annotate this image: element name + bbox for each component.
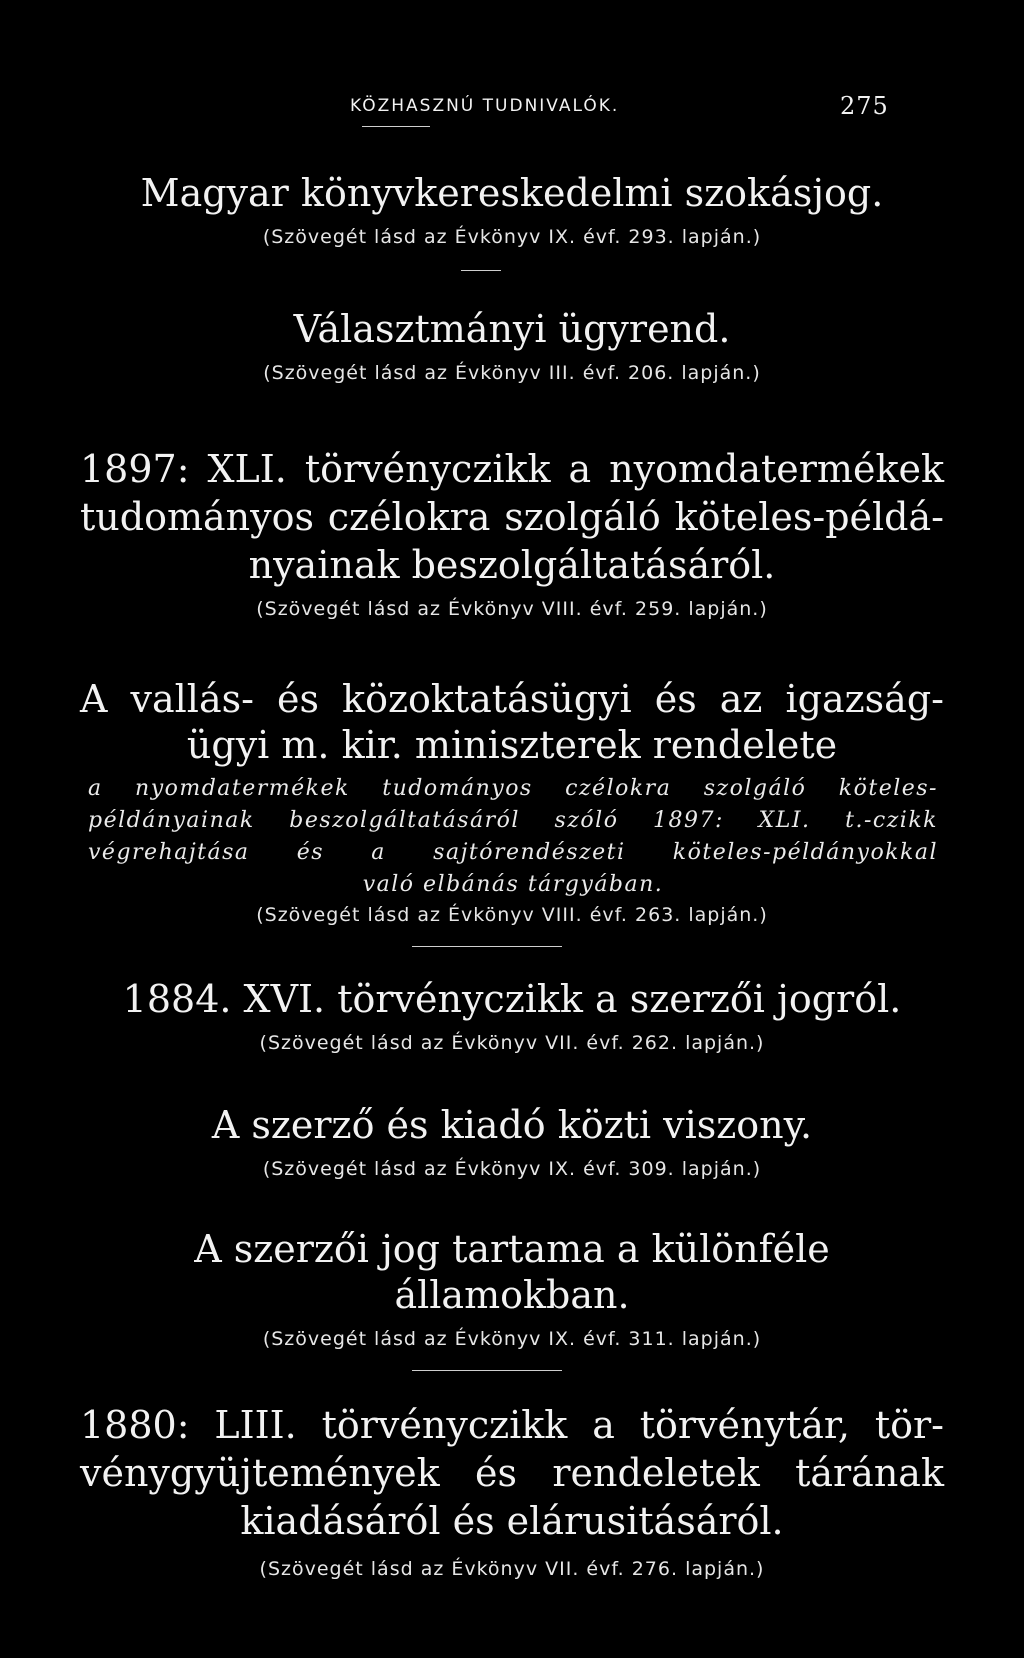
section-title: nyainak beszolgáltatásáról. — [248, 543, 776, 587]
section-title: ügyi m. kir. miniszterek rendelete — [186, 723, 838, 767]
section-reference: (Szövegét lásd az Évkönyv VIII. évf. 263. lapján.) — [256, 904, 768, 926]
running-head — [0, 92, 1024, 124]
section-subtitle: példányainak beszolgáltatásáról szóló 1897: XLI. t.-czikk — [88, 808, 938, 833]
section-divider — [412, 946, 562, 947]
section-title: Magyar könyvkereskedelmi szokásjog. — [140, 171, 884, 215]
section-divider — [461, 270, 501, 271]
header-rule — [362, 126, 430, 127]
section-reference: (Szövegét lásd az Évkönyv III. évf. 206. lapján.) — [263, 362, 761, 384]
section-title: tudományos czélokra szolgáló köteles-példá- — [80, 495, 944, 539]
section-reference: (Szövegét lásd az Évkönyv IX. évf. 311. lapján.) — [262, 1328, 762, 1350]
section-title: A szerző és kiadó közti viszony. — [211, 1103, 813, 1147]
section-reference: (Szövegét lásd az Évkönyv VIII. évf. 259. lapján.) — [256, 598, 768, 620]
running-title: KÖZHASZNÚ TUDNIVALÓK. — [350, 96, 620, 116]
section-reference: (Szövegét lásd az Évkönyv VII. évf. 262. lapján.) — [259, 1032, 765, 1054]
section-title: 1884. XVI. törvényczikk a szerzői jogról. — [122, 977, 902, 1021]
section-title: 1897: XLI. törvényczikk a nyomdatermékek — [80, 447, 944, 491]
section-title: vénygyüjtemények és rendeletek tárának — [80, 1451, 944, 1495]
section-divider — [412, 1370, 562, 1371]
section-title: államokban. — [394, 1273, 630, 1317]
section-title: A szerzői jog tartama a különféle — [194, 1227, 830, 1271]
section-reference: (Szövegét lásd az Évkönyv IX. évf. 309. lapján.) — [262, 1158, 762, 1180]
section-subtitle: végrehajtása és a sajtórendészeti köteles-példányokkal — [88, 840, 938, 865]
page-number: 275 — [840, 92, 889, 120]
section-reference: (Szövegét lásd az Évkönyv VII. évf. 276. lapján.) — [259, 1558, 765, 1580]
section-reference: (Szövegét lásd az Évkönyv IX. évf. 293. lapján.) — [262, 226, 762, 248]
section-title: 1880: LIII. törvényczikk a törvénytár, tör- — [80, 1403, 944, 1447]
section-subtitle: való elbánás tárgyában. — [362, 872, 664, 897]
section-title: kiadásáról és elárusitásáról. — [240, 1499, 784, 1543]
section-title: Választmányi ügyrend. — [293, 307, 731, 351]
section-title: A vallás- és közoktatásügyi és az igazság- — [80, 677, 944, 721]
section-subtitle: a nyomdatermékek tudományos czélokra szolgáló köteles- — [88, 776, 938, 801]
